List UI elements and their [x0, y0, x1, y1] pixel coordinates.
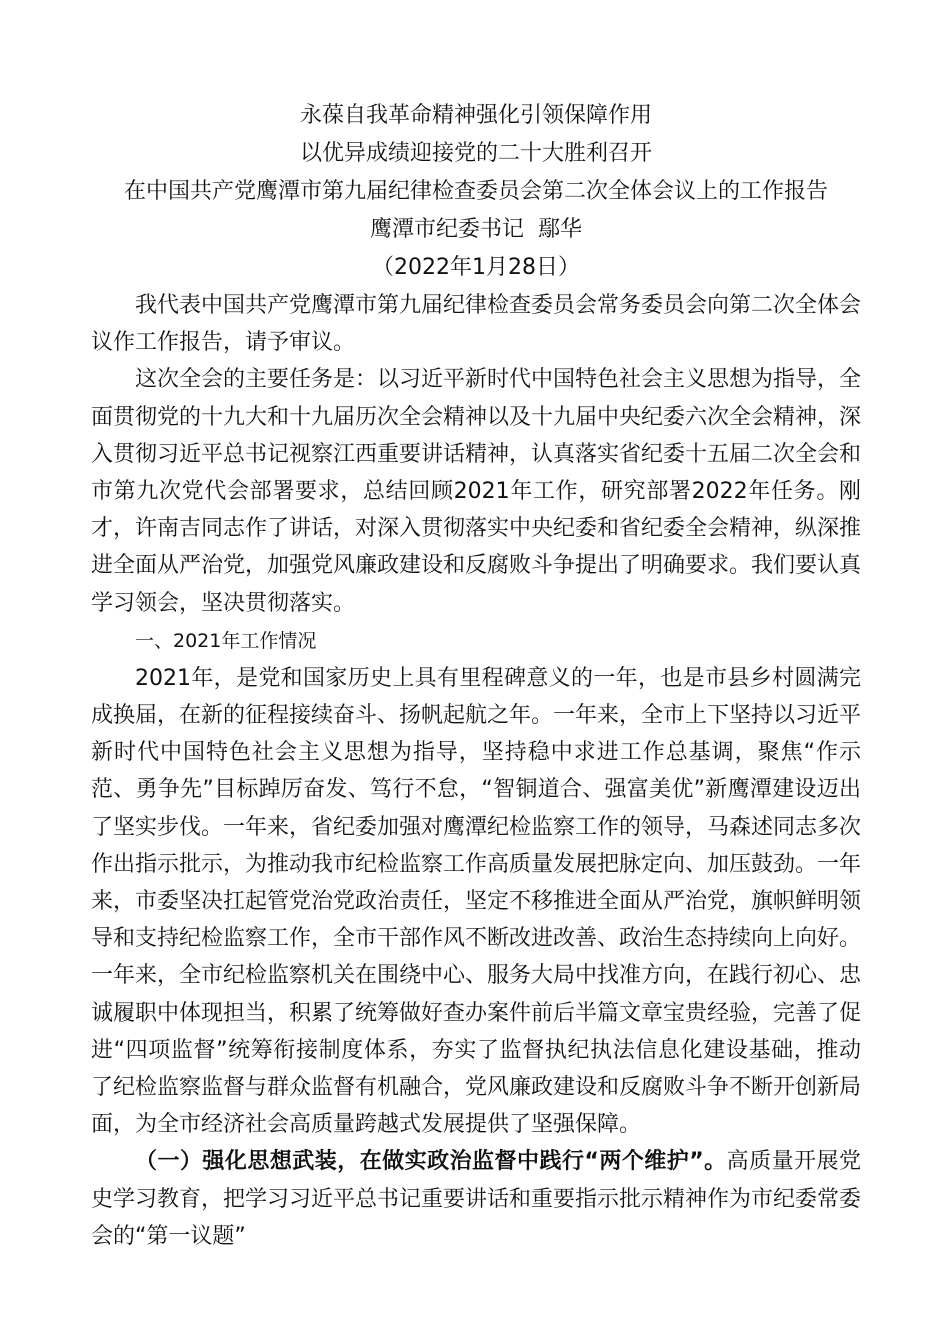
intro-paragraph: 我代表中国共产党鹰潭市第九届纪律检查委员会常务委员会向第二次全体会议作工作报告，请予审议。	[91, 293, 862, 356]
tasks-paragraph: 这次全会的主要任务是：以习近平新时代中国特色社会主义思想为指导，全面贯彻党的十九大和十九届历次全会精神以及十九届中央纪委六次全会精神，深入贯彻习近平总书记视察江西重要讲话精神，认真落实省纪委十五届二次全会和市第九次党代会部署要求，总结回顾2021年工作，研究部署2022年任务。刚才，许南吉同志作了讲话，对深入贯彻落实中央纪委和省纪委全会精神，纵深推进全面从严治党，加强党风廉政建设和反腐败斗争提出了明确要求。我们要认真学习领会，坚决贯彻落实。	[91, 367, 862, 616]
point-one-body: 高质量开展党史学习教育，把学习习近平总书记重要讲话和重要指示批示精神作为市纪委常委会的“第一议题”	[91, 1149, 862, 1249]
document-body	[91, 97, 861, 1255]
section-heading: 一、2021年工作情况	[135, 629, 317, 652]
report-author: 鹰潭市纪委书记 鄢华	[370, 217, 582, 242]
point-one-lead: （一）强化思想武装，在做实政治监督中践行“两个维护”。	[135, 1149, 727, 1175]
review-paragraph: 2021年，是党和国家历史上具有里程碑意义的一年，也是市县乡村圆满完成换届，在新的征程接续奋斗、扬帆起航之年。一年来，全市上下坚持以习近平新时代中国特色社会主义思想为指导，坚持稳中求进工作总基调，聚焦“作示范、勇争先”目标踔厉奋发、笃行不怠，“智铜道合、强富美优”新鹰潭建设迈出了坚实步伐。一年来，省纪委加强对鹰潭纪检监察工作的领导，马森述同志多次作出指示批示，为推动我市纪检监察工作高质量发展把脉定向、加压鼓劲。一年来，市委坚决扛起管党治党政治责任，坚定不移推进全面从严治党，旗帜鲜明领导和支持纪检监察工作，全市干部作风不断改进改善、政治生态持续向上向好。一年来，全市纪检监察机关在围绕中心、服务大局中找准方向，在践行初心、忠诚履职中体现担当，积累了统筹做好查办案件前后半篇文章宝贵经验，完善了促进“四项监督”统筹衔接制度体系，夯实了监督执纪执法信息化建设基础，推动了纪检监察监督与群众监督有机融合，党风廉政建设和反腐败斗争不断开创新局面，为全市经济社会高质量跨越式发展提供了坚强保障。	[91, 665, 862, 1138]
report-date: （2022年1月28日）	[372, 255, 580, 280]
report-title-line-2: 以优异成绩迎接党的二十大胜利召开	[299, 141, 652, 166]
report-title-line-1: 永葆自我革命精神强化引领保障作用	[299, 103, 652, 128]
point-one-paragraph	[91, 1143, 861, 1255]
report-subtitle: 在中国共产党鹰潭市第九届纪律检查委员会第二次全体会议上的工作报告	[123, 179, 828, 204]
